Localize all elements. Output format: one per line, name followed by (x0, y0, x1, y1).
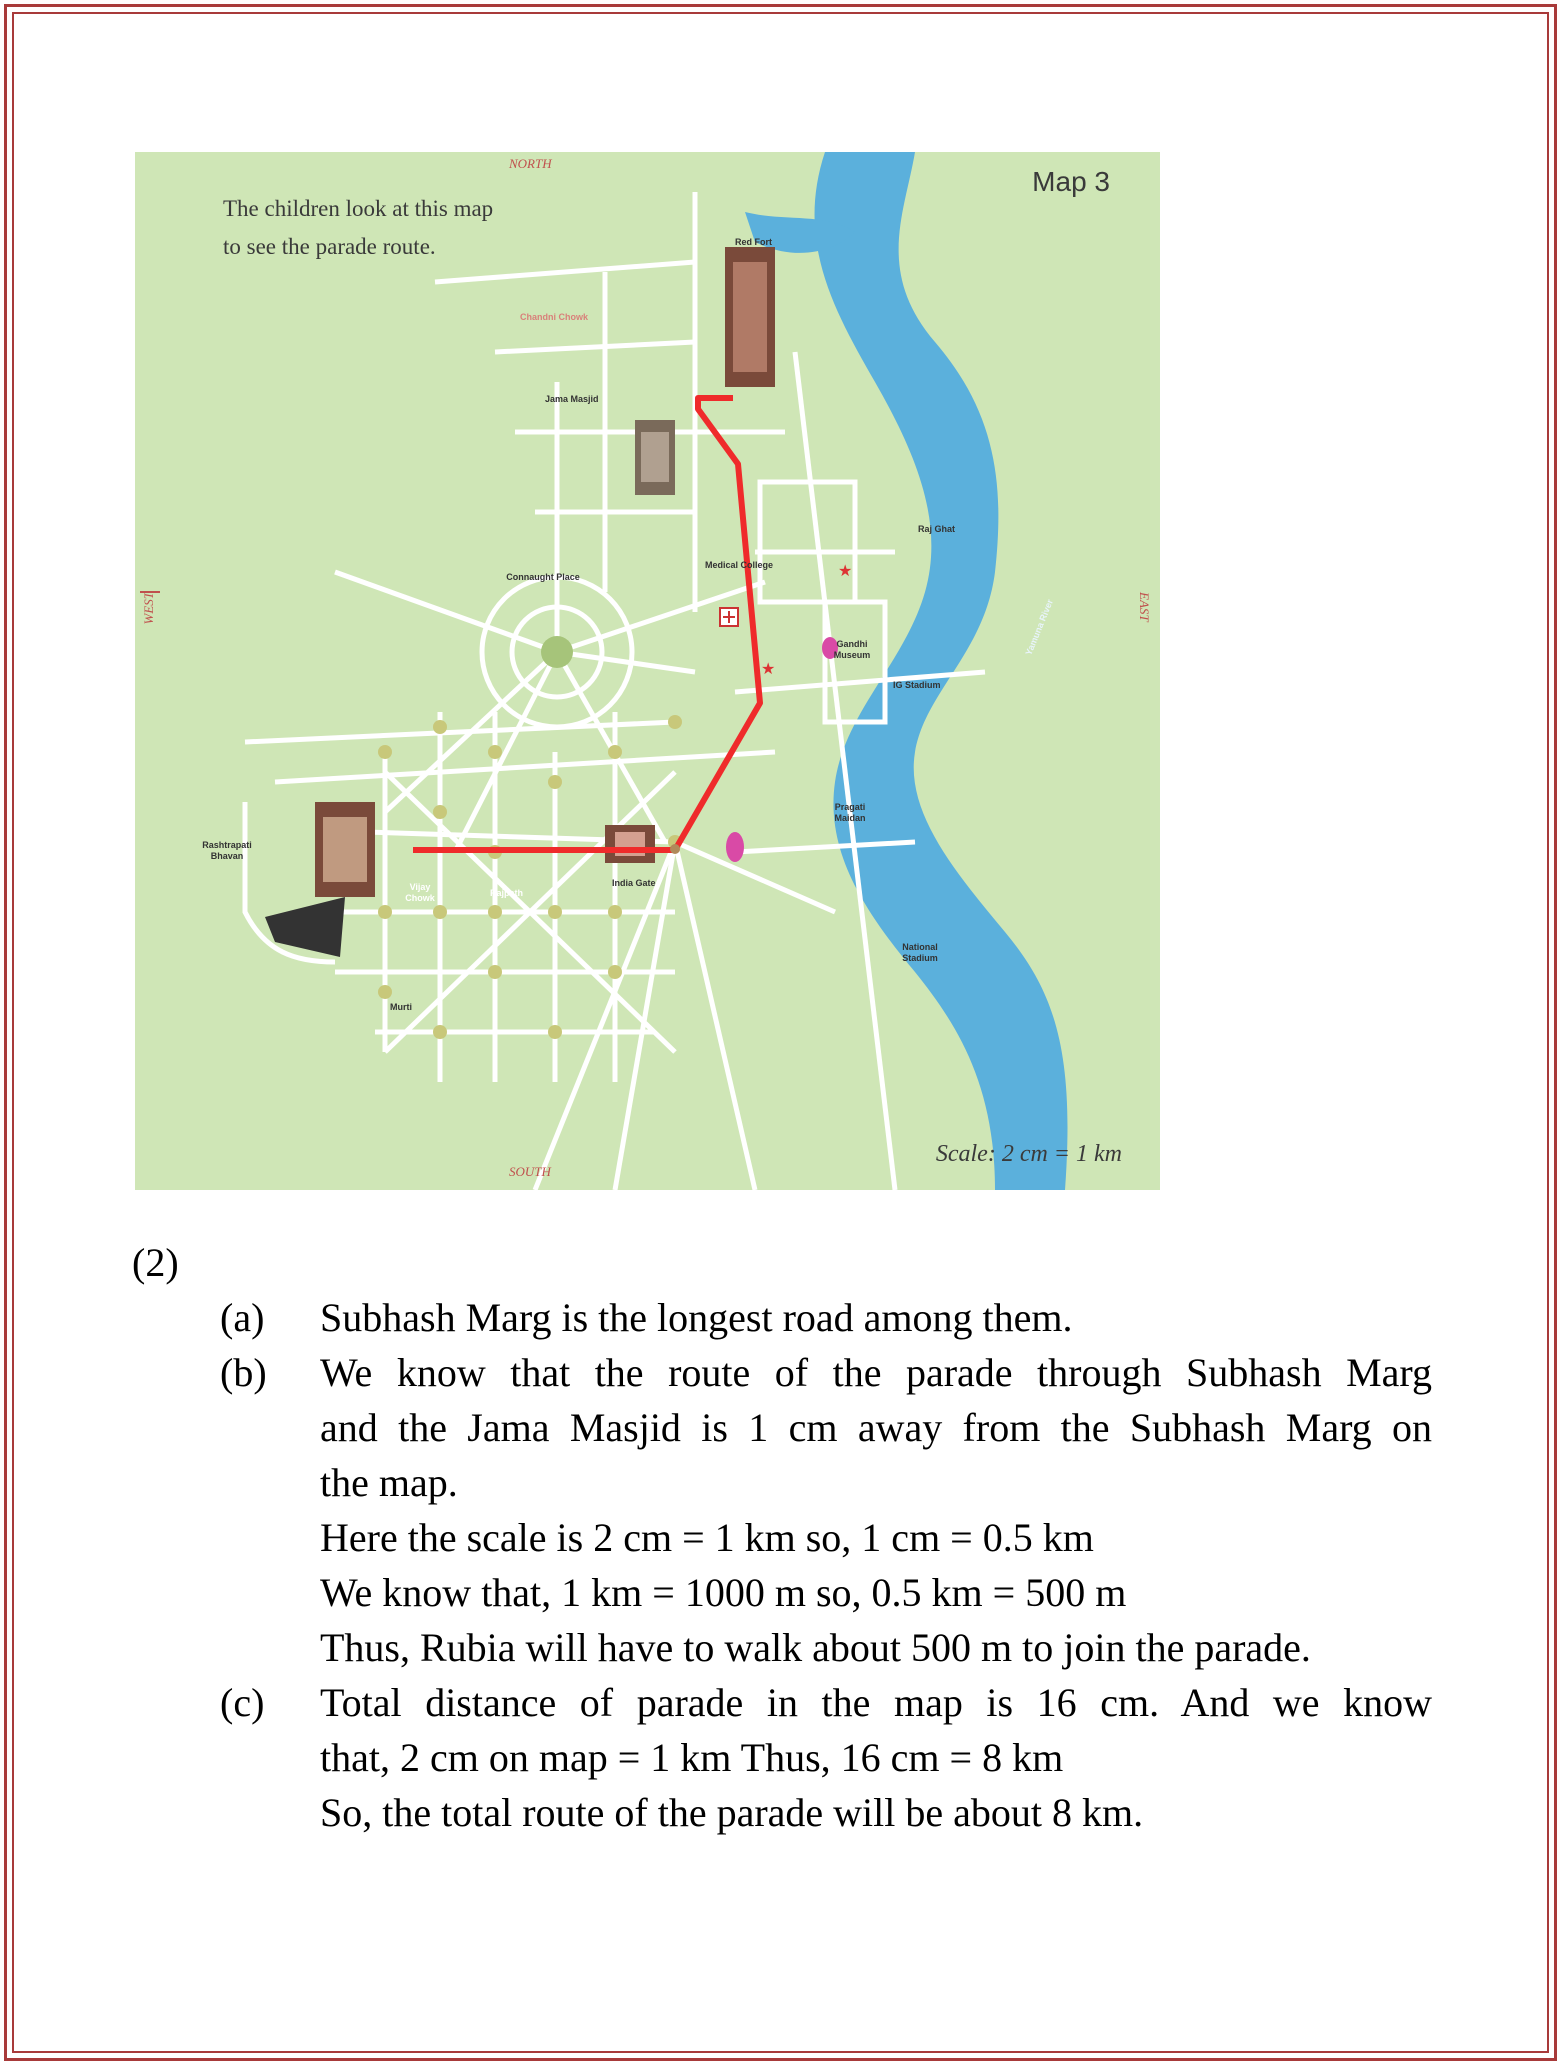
label-medical-college: Medical College (705, 560, 774, 570)
gandhi-museum-star: ★ (761, 661, 776, 678)
rashtrapati-bhavan-icon (315, 802, 375, 897)
parade-route-map (135, 152, 1160, 1190)
india-gate-icon (605, 825, 655, 863)
answer-body-a (320, 1290, 1432, 1345)
map-scale: Scale: 2 cm = 1 km (935, 1141, 1122, 1167)
map-caption-line-2: to see the parade route. (223, 234, 436, 259)
national-stadium-marker (726, 832, 744, 862)
map-caption (223, 190, 493, 266)
label-murti: Murti (390, 1002, 412, 1012)
west-label: WEST (141, 592, 156, 625)
label-ig-stadium: IG Stadium (893, 680, 941, 690)
north-label: NORTH (509, 156, 552, 171)
south-label: SOUTH (509, 1164, 551, 1179)
route-junction-marker (670, 844, 680, 854)
east-label: EAST (1137, 592, 1152, 622)
label-gandhi-museum: Gandhi Museum (833, 639, 871, 660)
map-title: Map 3 (1032, 166, 1110, 197)
answer-body-b (320, 1345, 1432, 1675)
label-india-gate: India Gate (612, 878, 656, 888)
label-yamuna-river: Yamuna River (1023, 597, 1056, 657)
answer-body-c (320, 1675, 1432, 1840)
answer-line: that, 2 cm on map = 1 km Thus, 16 cm = 8 km (320, 1735, 1064, 1780)
answer-line: the map. (320, 1460, 458, 1505)
roundabout-markers (378, 715, 682, 1039)
label-vijay-chowk: Vijay Chowk (405, 882, 435, 903)
map-caption-line-1: The children look at this map (223, 196, 494, 221)
red-fort-icon (725, 247, 775, 387)
answer-line: We know that, 1 km = 1000 m so, 0.5 km = 500 m (320, 1570, 1127, 1615)
label-chandni-chowk: Chandni Chowk (520, 312, 588, 322)
answer-line: Here the scale is 2 cm = 1 km so, 1 cm = 0.5 km (320, 1515, 1094, 1560)
question-number: (2) (132, 1240, 179, 1285)
label-raj-ghat: Raj Ghat (918, 524, 956, 534)
answer-letter-a: (a) (220, 1295, 265, 1340)
label-national-stadium: National Stadium (902, 942, 938, 963)
label-rashtrapati-bhavan: Rashtrapati Bhavan (202, 840, 252, 861)
answer-line: Subhash Marg is the longest road among them. (320, 1295, 1073, 1340)
label-red-fort: Red Fort (735, 237, 772, 247)
answer-line: and the Jama Masjid is 1 cm away from the Subhash Marg on (320, 1405, 1432, 1450)
map-graphic (135, 152, 1160, 1190)
answer-letter-b: (b) (220, 1350, 267, 1395)
parade-route-line (413, 398, 760, 850)
answer-line: Total distance of parade in the map is 16 cm. And we know (320, 1680, 1432, 1725)
answer-letter-c: (c) (220, 1680, 265, 1725)
yamuna-river (815, 152, 1068, 1190)
connaught-place-marker (541, 636, 573, 668)
label-connaught-place: Connaught Place (506, 572, 580, 582)
answer-line: We know that the route of the parade through Subhash Marg (320, 1350, 1432, 1395)
jama-masjid-icon (635, 420, 675, 495)
label-pragati-maidan: Pragati Maidan (834, 802, 866, 823)
answer-line: So, the total route of the parade will be about 8 km. (320, 1790, 1144, 1835)
raj-ghat-star: ★ (838, 563, 853, 580)
answer-line: Thus, Rubia will have to walk about 500 m to join the parade. (320, 1625, 1311, 1670)
label-rajpath: Rajpath (490, 888, 524, 898)
label-jama-masjid: Jama Masjid (545, 394, 599, 404)
